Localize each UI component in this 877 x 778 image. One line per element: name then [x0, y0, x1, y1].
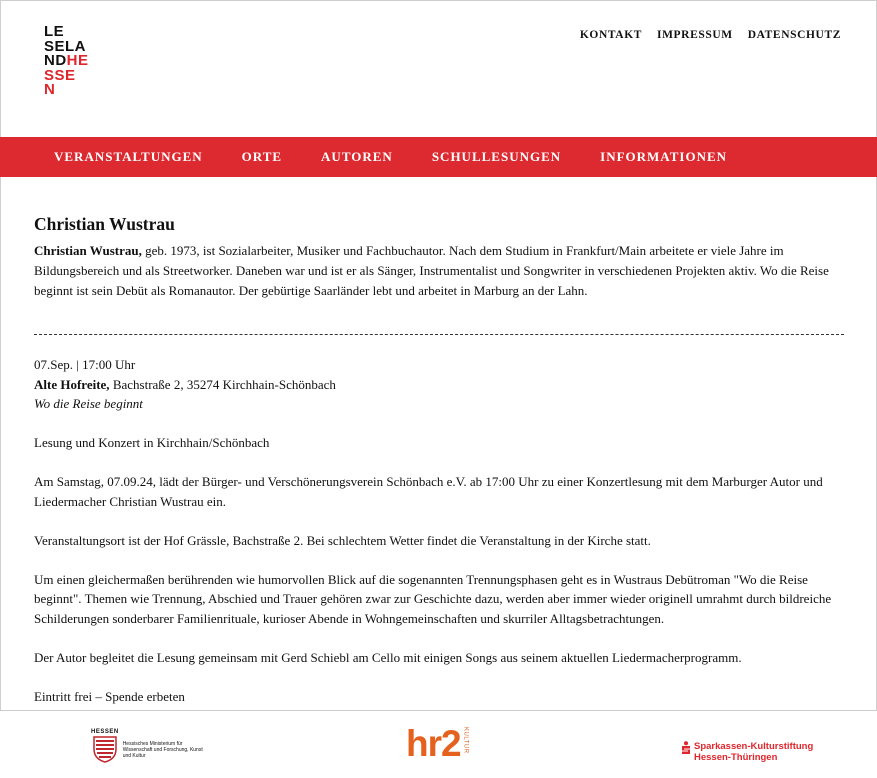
logo-line-5: N [44, 81, 56, 98]
logo-line-4: SSE [44, 66, 76, 84]
author-title: Christian Wustrau [34, 214, 175, 234]
hr2-wordmark: hr2 [406, 723, 461, 764]
site-logo[interactable] [44, 25, 89, 98]
top-nav-kontakt[interactable]: KONTAKT [579, 29, 643, 41]
hr2-kultur-logo[interactable] [406, 725, 469, 762]
main-nav-orte[interactable]: ORTE [241, 149, 283, 164]
author-bio [34, 241, 844, 301]
logo-line-1: LE [44, 23, 65, 40]
top-nav-datenschutz[interactable]: DATENSCHUTZ [747, 29, 841, 41]
main-nav [0, 137, 877, 177]
ministry-name: Hessisches Ministerium für Wissenschaft und Forschung, Kunst und Kultur [122, 741, 203, 759]
main-nav-autoren[interactable]: AUTOREN [321, 149, 393, 164]
hessen-crest-icon [92, 735, 118, 763]
event-paragraph-5: Der Autor begleitet die Lesung gemeinsam mit Gerd Schiebl am Cello mit einigen Songs aus seinem aktuellen Liedermacherprogramm. [34, 649, 742, 665]
sparkasse-name [694, 741, 813, 763]
hessen-label: HESSEN [91, 729, 119, 735]
main-nav-informationen[interactable]: INFORMATIONEN [600, 149, 728, 164]
event-paragraph-4: Um einen gleichermaßen berührenden wie humorvollen Blick auf die sogenannten Trennungsphasen geht es in Wustraus Debütroman "Wo die Reise beginnt". Themen wie Trennung, Abschied und Trauer gehören zwar zur Geschichte dazu, werden aber immer wieder originell umrahmt durch bildreiche Schilderungen sonderbarer Familienrituale, kurioser Abende in Wohngemeinschaften und skurriler Alltagsbetrachtungen. [34, 571, 832, 626]
hessen-ministry-logo[interactable] [91, 729, 205, 763]
logo-line-3-black: ND [44, 52, 67, 69]
event-venue-name: Alte Hofreite, [34, 376, 110, 392]
hr2-kultur-label: KULTUR [462, 727, 469, 754]
section-divider [34, 334, 844, 335]
sparkasse-line-1: Sparkassen-Kulturstiftung [694, 741, 814, 752]
sponsor-footer [0, 710, 877, 778]
event-paragraph-6: Eintritt frei – Spende erbeten [34, 688, 185, 704]
event-datetime: 07.Sep. | 17:00 Uhr [34, 357, 136, 372]
event-section [34, 355, 844, 706]
main-nav-veranstaltungen[interactable]: VERANSTALTUNGEN [54, 149, 203, 164]
event-venue [34, 375, 844, 395]
event-book-title [34, 394, 844, 414]
logo-line-2: SELA [44, 37, 87, 55]
event-paragraph-3: Veranstaltungsort ist der Hof Grässle, Bachstraße 2. Bei schlechtem Wetter findet die Veranstaltung in der Kirche statt. [34, 532, 651, 548]
author-bio-name: Christian Wustrau, [34, 243, 142, 258]
author-bio-text: geb. 1973, ist Sozialarbeiter, Musiker und Fachbuchautor. Nach dem Studium in Frankfurt/Main arbeitete er viele Jahre im Bildungsbereich und als Streetworker. Daneben war und ist er als Sänger, Instrumentalist und Songwriter in verschiedenen Projekten aktiv. Wo die Reise beginnt ist sein Debüt als Romanautor. Der gebürtige Saarländer lebt und arbeitet in Marburg an der Lahn. [34, 243, 829, 298]
author-section [34, 214, 844, 301]
sparkasse-line-2: Hessen-Thüringen [694, 752, 778, 763]
event-venue-address: Bachstraße 2, 35274 Kirchhain-Schönbach [109, 376, 336, 392]
main-nav-schullesungen[interactable]: SCHULLESUNGEN [431, 149, 562, 164]
event-paragraph-1: Lesung und Konzert in Kirchhain/Schönbach [34, 435, 270, 450]
logo-line-3-red: HE [66, 52, 89, 69]
hessen-crest-wrap [91, 729, 119, 763]
sparkasse-icon [681, 741, 691, 755]
event-paragraph-2: Am Samstag, 07.09.24, lädt der Bürger- und Verschönerungsverein Schönbach e.V. ab 17:00 Uhr zu einer Konzertlesung mit dem Marburger Autor und Liedermacher Christian Wustrau ein. [34, 474, 823, 509]
top-nav-impressum[interactable]: IMPRESSUM [657, 29, 733, 41]
top-nav [580, 29, 841, 41]
sparkasse-logo[interactable] [681, 741, 813, 763]
event-book-title-text: Wo die Reise beginnt [34, 396, 143, 411]
